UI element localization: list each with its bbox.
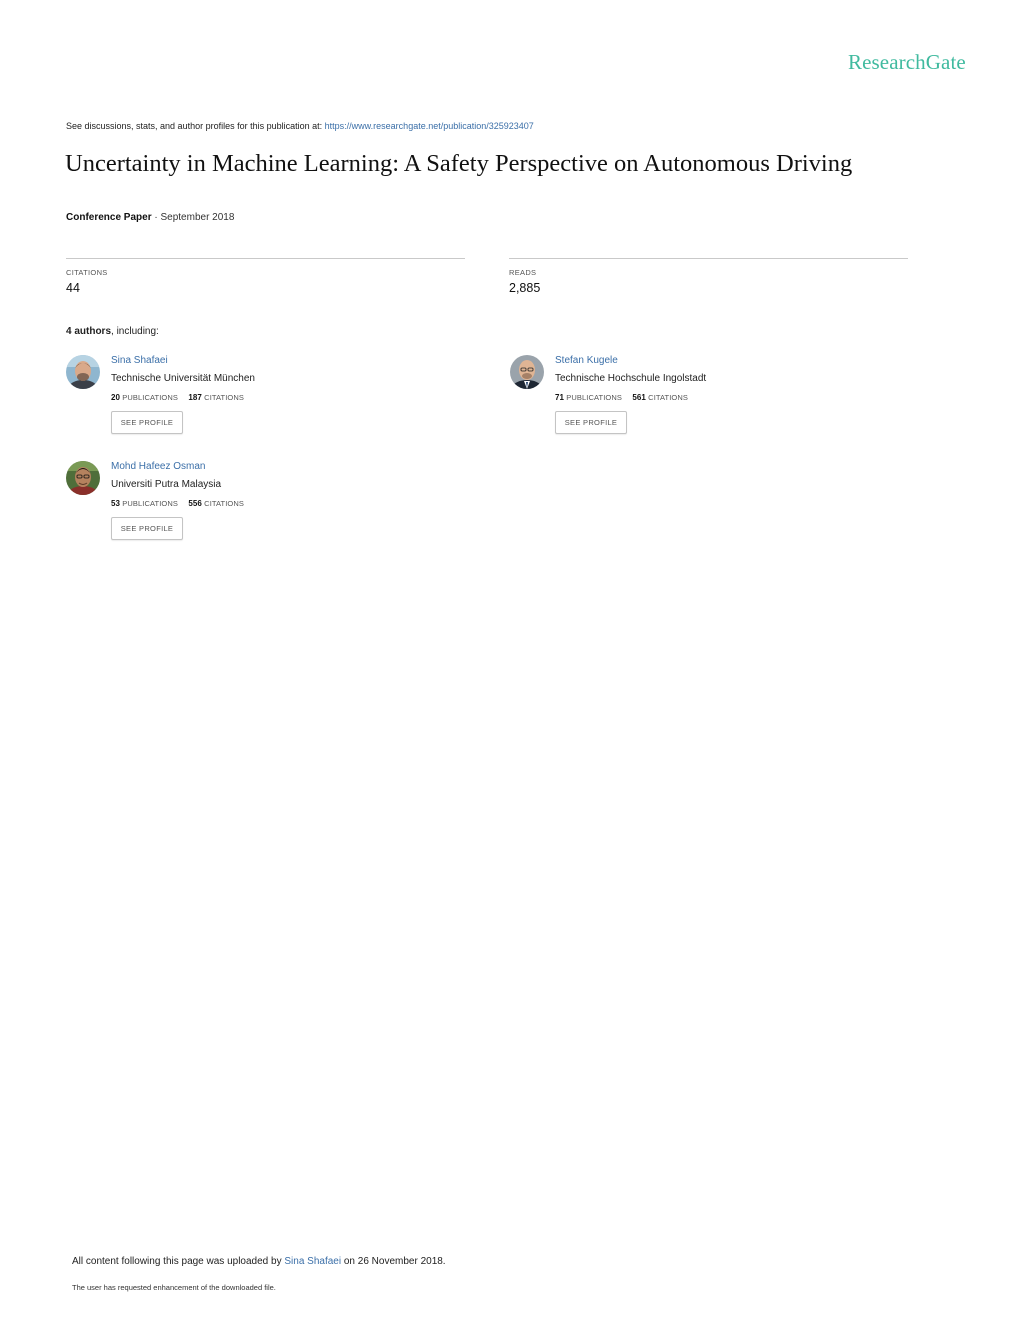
author-card-mohd-hafeez-osman [66,461,466,561]
authors-suffix: , including: [111,326,159,337]
researchgate-logo[interactable]: ResearchGate [848,50,966,74]
citations-label: CITATIONS [204,499,244,508]
reads-value: 2,885 [509,281,541,295]
author-stats [555,393,688,402]
author-stats [111,499,244,508]
author-card-stefan-kugele [510,355,910,455]
person-photo-icon[interactable] [66,461,100,495]
upload-suffix: on 26 November 2018. [341,1256,446,1267]
publications-count: 20 [111,393,121,402]
citations-label: CITATIONS [648,393,688,402]
publications-label: PUBLICATIONS [122,393,178,402]
author-stats [111,393,244,402]
author-name-link[interactable]: Sina Shafaei [111,355,168,366]
publication-source-line [66,121,534,131]
author-institution: Universiti Putra Malaysia [111,479,222,490]
citations-value: 44 [66,281,80,295]
citations-count: 556 [188,499,202,508]
publication-title: Uncertainty in Machine Learning: A Safety Perspective on Autonomous Driving [65,150,853,177]
see-profile-button[interactable]: SEE PROFILE [111,517,183,540]
enhancement-note: The user has requested enhancement of the downloaded file. [72,1283,276,1292]
author-institution: Technische Hochschule Ingolstadt [555,373,707,384]
publication-date: · September 2018 [151,212,235,223]
upload-notice [72,1256,446,1267]
person-photo-icon[interactable] [510,355,544,389]
citations-divider [66,258,465,259]
author-card-sina-shafaei [66,355,466,455]
author-name-link[interactable]: Mohd Hafeez Osman [111,461,206,472]
see-profile-button[interactable]: SEE PROFILE [555,411,627,434]
publication-url-link[interactable]: https://www.researchgate.net/publication/325923407 [324,121,534,131]
uploader-link[interactable]: Sina Shafaei [284,1256,342,1267]
publications-label: PUBLICATIONS [122,499,178,508]
author-institution: Technische Universität München [111,373,255,384]
authors-heading [66,326,159,337]
publications-label: PUBLICATIONS [566,393,622,402]
citations-count: 561 [632,393,646,402]
see-profile-button[interactable]: SEE PROFILE [111,411,183,434]
publication-meta [66,212,234,223]
citations-label: CITATIONS [66,268,108,277]
citations-label: CITATIONS [204,393,244,402]
upload-prefix: All content following this page was uploaded by [72,1256,285,1267]
author-name-link[interactable]: Stefan Kugele [555,355,618,366]
reads-divider [509,258,908,259]
see-text: See discussions, stats, and author profiles for this publication at: [66,121,323,131]
publications-count: 53 [111,499,121,508]
citations-count: 187 [188,393,202,402]
authors-count: 4 authors [66,326,112,337]
publication-type: Conference Paper [66,212,152,223]
person-photo-icon[interactable] [66,355,100,389]
publications-count: 71 [555,393,565,402]
reads-label: READS [509,268,537,277]
